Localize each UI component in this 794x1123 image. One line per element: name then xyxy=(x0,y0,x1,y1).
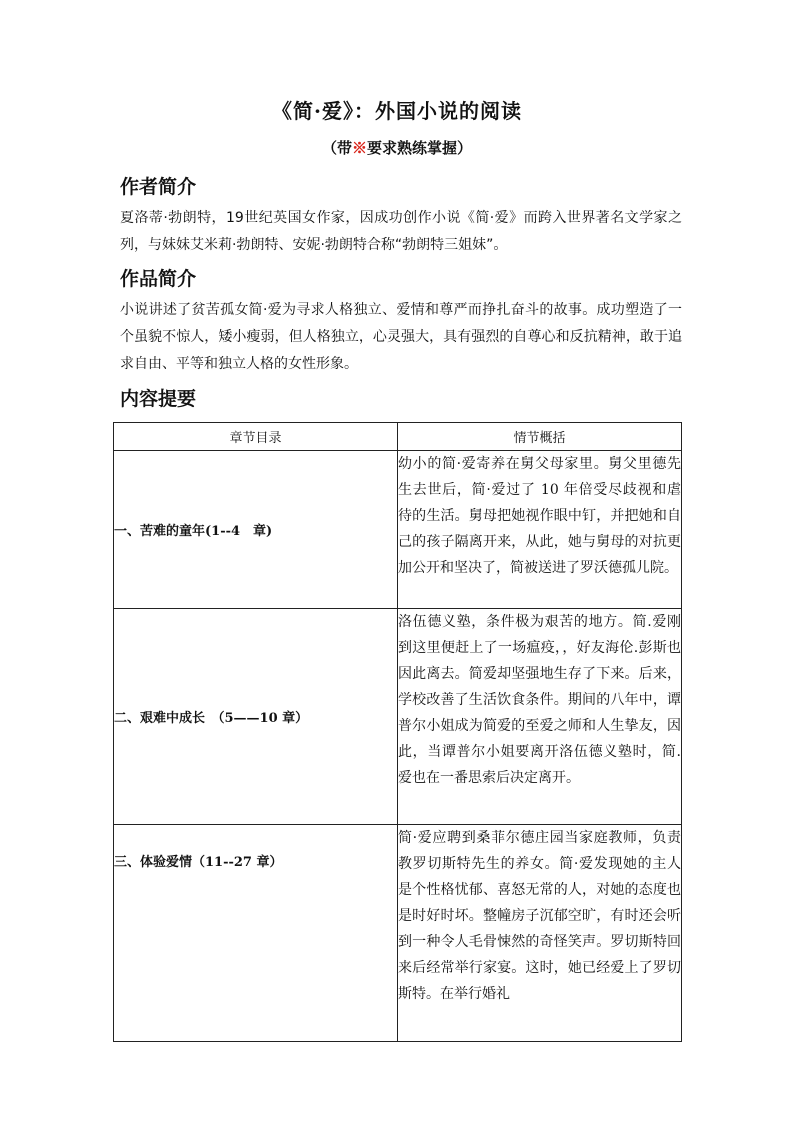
chapter-cell: 三、体验爱情（11--27 章） xyxy=(114,825,398,1042)
summary-cell-text: 简·爱应聘到桑菲尔德庄园当家庭教师，负责教罗切斯特先生的养女。简·爱发现她的主人是个性格忧郁、喜怒无常的人，对她的态度也是时好时坏。整幢房子沉郁空旷，有时还会听到一种令人毛骨悚然的奇怪笑声。罗切斯特回来后经常举行家宴。这时，她已经爱上了罗切斯特。在举行婚礼 xyxy=(398,830,681,1002)
author-heading: 作者简介 xyxy=(120,176,197,198)
author-paragraph: 夏洛蒂·勃朗特，19世纪英国女作家，因成功创作小说《简·爱》而跨入世界著名文学家之列，与妹妹艾米莉·勃朗特、安妮·勃朗特合称“勃朗特三姐妹”。 xyxy=(120,210,682,253)
work-heading: 作品简介 xyxy=(120,268,197,290)
page-title: 《简·爱》：外国小说的阅读 xyxy=(272,99,522,123)
content-heading: 内容提要 xyxy=(120,388,197,410)
summary-cell: 洛伍德义塾，条件极为艰苦的地方。简.爱刚到这里便赶上了一场瘟疫，，好友海伦.彭斯也因此离去。简爱却坚强地生存了下来。后来，学校改善了生活饮食条件。期间的八年中，谭普尔小姐成为简爱的至爱之师和人生挚友，因此，当谭普尔小姐要离开洛伍德义塾时，简.爱也在一番思索后决定离开。 xyxy=(398,609,682,825)
subtitle-prefix: （带 xyxy=(321,139,352,157)
chapter-cell: 二、艰难中成长 （5——10 章） xyxy=(114,609,398,825)
chapter-cell: 一、苦难的童年(1--4 章) xyxy=(114,451,398,609)
work-paragraph: 小说讲述了贫苦孤女简·爱为寻求人格独立、爱情和尊严而挣扎奋斗的故事。成功塑造了一个虽貌不惊人，矮小瘦弱，但人格独立，心灵强大，具有强烈的自尊心和反抗精神，敢于追求自由、平等和独立人格的女性形象。 xyxy=(120,302,682,372)
subtitle-suffix: 要求熟练掌握） xyxy=(367,139,473,157)
page-subtitle xyxy=(0,137,794,158)
summary-cell xyxy=(398,825,682,1042)
table-row xyxy=(114,825,682,1042)
table-row xyxy=(114,609,682,825)
table-header-chapters: 章节目录 xyxy=(114,423,398,451)
table-row xyxy=(114,451,682,609)
reference-mark-icon: ※ xyxy=(351,139,367,157)
table-header-row xyxy=(114,423,682,451)
chapter-summary-table xyxy=(113,422,682,1042)
table-header-summary: 情节概括 xyxy=(398,423,682,451)
summary-cell: 幼小的简·爱寄养在舅父母家里。舅父里德先生去世后，简·爱过了 10 年倍受尽歧视和虐待的生活。舅母把她视作眼中钉，并把她和自己的孩子隔离开来，从此，她与舅母的对抗更加公开和坚决了，简被送进了罗沃德孤儿院。 xyxy=(398,451,682,609)
